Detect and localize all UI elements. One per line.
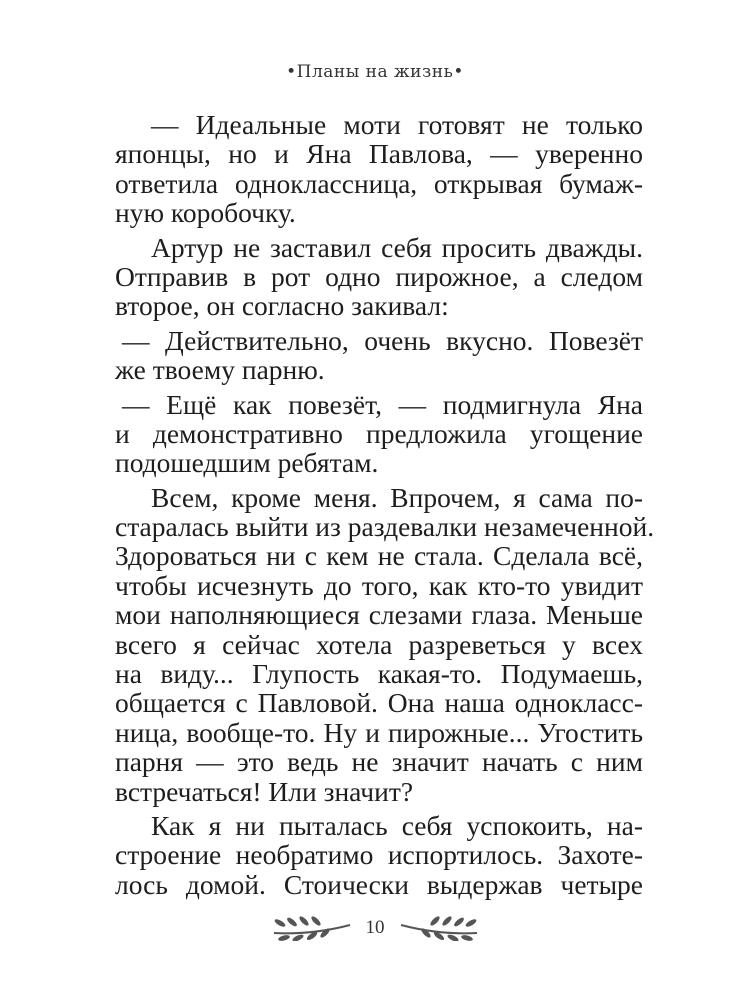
text-line: Всем, кроме меня. Впрочем, я сама по-	[151, 481, 643, 513]
text-line: строение необратимо испортилось. Захоте-	[115, 839, 643, 871]
text-line: подошедшим ребятам.	[115, 447, 379, 479]
text-line: на виду... Глупость какая-то. Подумаешь,	[115, 658, 643, 690]
text-line: Отправив в рот одно пирожное, а следом	[115, 260, 643, 292]
paragraph	[115, 110, 643, 228]
text-line: ответила одноклассница, открывая бумаж-	[115, 167, 643, 199]
text-line: Здороваться ни с кем не стала. Сделала всё,	[115, 540, 643, 572]
text-line: чтобы исчезнуть до того, как кто-то увидит	[115, 569, 643, 601]
text-line: Как я ни пыталась себя успокоить, на-	[151, 809, 643, 841]
text-line: Артур не заставил себя просить дважды.	[151, 231, 643, 263]
text-line: японцы, но и Яна Павлова, — уверенно	[115, 138, 643, 170]
text-line: — Ещё как повезёт, — подмигнула Яна	[122, 388, 643, 420]
text-line: встречаться! Или значит?	[115, 775, 414, 807]
text-line: же твоему парню.	[115, 354, 325, 386]
text-line: ница, вообще-то. Ну и пирожные... Угостить	[115, 716, 643, 748]
paragraph	[115, 233, 643, 321]
running-header: •Планы на жизнь•	[286, 62, 464, 82]
text-line: всего я сейчас хотела разреветься у всех	[115, 628, 643, 660]
text-line: второе, он согласно закивал:	[115, 290, 449, 322]
laurel-ornament-right-icon	[399, 915, 479, 941]
text-line: и демонстративно предложила угощение	[115, 417, 643, 449]
text-line: лось домой. Стоически выдержав четыре	[115, 868, 643, 900]
text-line: ную коробочку.	[115, 197, 296, 229]
paragraph	[115, 326, 643, 385]
text-line: — Идеальные моти готовят не только	[151, 109, 643, 140]
body-text	[115, 109, 655, 904]
text-line: старалась выйти из раздевалки незамеченной.	[115, 511, 655, 543]
text-line: парня — это ведь не значит начать с ним	[115, 746, 643, 778]
paragraph	[115, 811, 643, 899]
paragraph	[115, 390, 643, 478]
laurel-ornament-left-icon	[272, 915, 352, 941]
text-line: — Действительно, очень вкусно. Повезёт	[122, 324, 643, 356]
text-line: общается с Павловой. Она наша однокласс-	[115, 687, 643, 719]
page-number: 10	[365, 917, 385, 938]
paragraph	[115, 481, 655, 807]
page-footer	[0, 915, 750, 941]
text-line: мои наполняющиеся слезами глаза. Меньше	[115, 599, 643, 631]
